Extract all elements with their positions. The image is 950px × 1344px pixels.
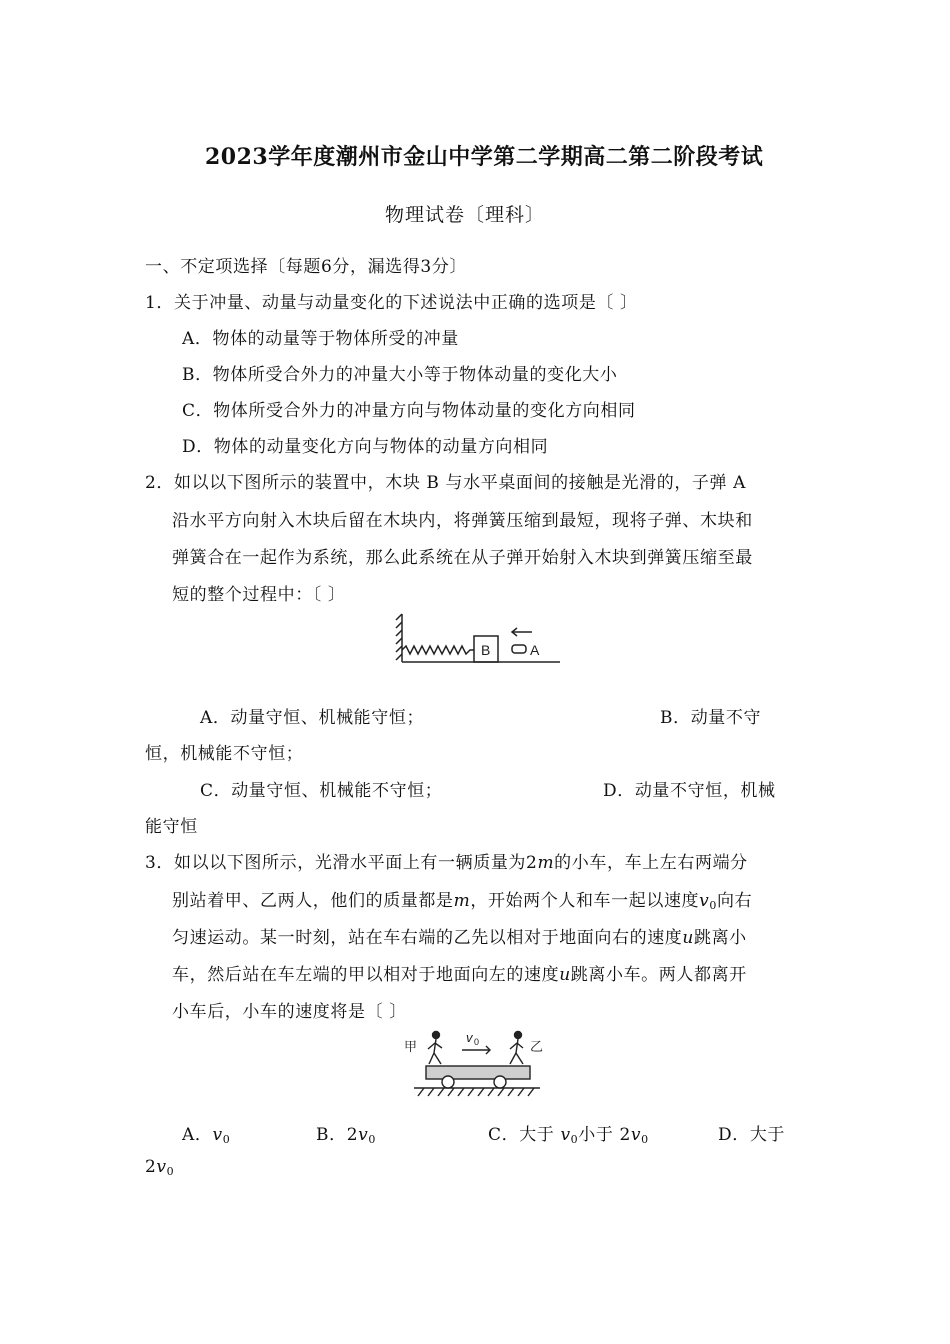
q3-stem-line-3: 匀速运动。某一时刻，站在车右端的乙先以相对于地面向右的速度u跳离小 <box>172 928 747 948</box>
q1-option-b: B．物体所受合外力的冲量大小等于物体动量的变化大小 <box>182 365 618 385</box>
velocity-label: v <box>466 1030 473 1045</box>
q3-option-d-cont: $2v_0$ <box>145 1157 175 1178</box>
block-label: B <box>481 642 491 658</box>
q3-option-a: A．$v_0$ <box>182 1125 231 1146</box>
q2-stem-line-4: 短的整个过程中：〔 〕 <box>172 585 346 605</box>
q2-option-c: C．动量守恒、机械能不守恒； <box>200 781 443 801</box>
cart-figure <box>400 1028 550 1104</box>
q3-option-c: C．大于 $v_0$小于 $2v_0$ <box>488 1125 649 1146</box>
page-subtitle: 物理试卷〔理科〕 <box>385 204 546 226</box>
q2-option-b-cont: 恒，机械能不守恒； <box>145 744 304 764</box>
person-left-label: 甲 <box>404 1039 418 1054</box>
q3-option-b: B．$2v_0$ <box>316 1125 376 1146</box>
section-heading: 一、不定项选择〔每题6分，漏选得3分〕 <box>145 257 468 277</box>
q2-stem-line-3: 弹簧合在一起作为系统，那么此系统在从子弹开始射入木块到弹簧压缩至最 <box>172 548 753 568</box>
q2-option-d-cont: 能守恒 <box>145 817 198 837</box>
q3-stem-line-5: 小车后，小车的速度将是〔 〕 <box>172 1002 407 1022</box>
q1-option-a: A．物体的动量等于物体所受的冲量 <box>182 329 459 349</box>
person-right-label: 乙 <box>530 1039 544 1054</box>
page-title: 2023学年度潮州市金山中学第二学期高二第二阶段考试 <box>205 144 764 170</box>
bullet-label: A <box>530 642 540 658</box>
velocity-subscript: 0 <box>474 1037 480 1047</box>
q1-stem: 1．关于冲量、动量与动量变化的下述说法中正确的选项是〔 〕 <box>145 293 638 313</box>
q3-stem-line-2: 别站着甲、乙两人，他们的质量都是m，开始两个人和车一起以速度$v_0$向右 <box>172 891 753 912</box>
q2-option-d: D．动量不守恒，机械 <box>603 781 776 801</box>
q2-option-b: B．动量不守 <box>660 708 762 728</box>
q1-option-c: C．物体所受合外力的冲量方向与物体动量的变化方向相同 <box>182 401 636 421</box>
q2-option-a: A．动量守恒、机械能守恒； <box>200 708 425 728</box>
q1-option-d: D．物体的动量变化方向与物体的动量方向相同 <box>182 437 549 457</box>
q3-stem-line-1: 3．如以以下图所示，光滑水平面上有一辆质量为2m的小车，车上左右两端分 <box>145 853 748 873</box>
q2-stem-line-1: 2．如以以下图所示的装置中，木块 B 与水平桌面间的接触是光滑的，子弹 A <box>145 473 746 493</box>
q2-stem-line-2: 沿水平方向射入木块后留在木块内，将弹簧压缩到最短，现将子弹、木块和 <box>172 511 753 531</box>
q3-option-d: D．大于 <box>718 1125 786 1145</box>
q3-stem-line-4: 车，然后站在车左端的甲以相对于地面向左的速度u跳离小车。两人都离开 <box>172 965 747 985</box>
spring-block-figure <box>392 612 562 670</box>
